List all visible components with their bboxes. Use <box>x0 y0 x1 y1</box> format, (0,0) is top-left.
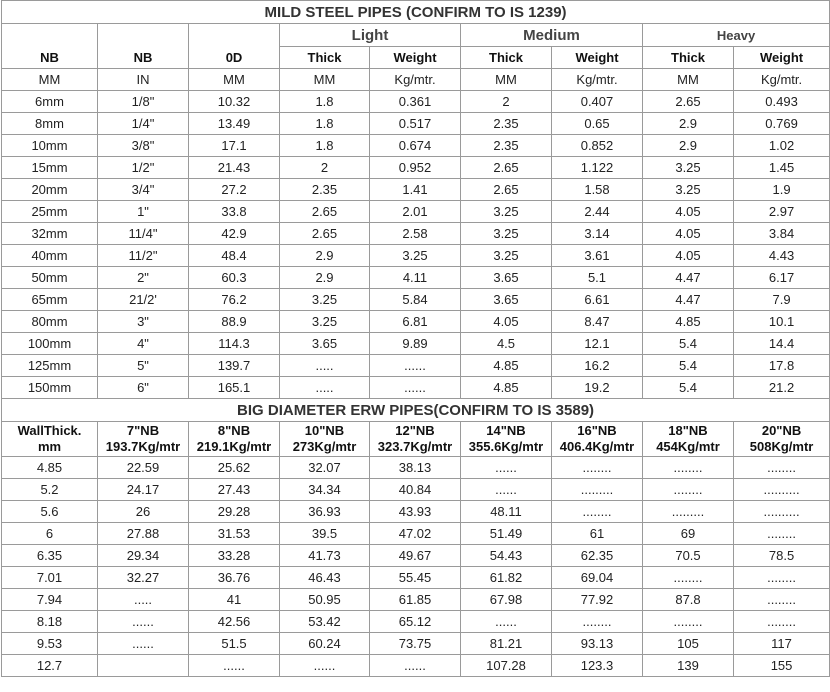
table-row <box>2 655 830 677</box>
table-cell: ...... <box>189 655 280 677</box>
table-cell: 60.3 <box>189 267 280 289</box>
table-cell: 55.45 <box>370 567 461 589</box>
table-cell: 4.47 <box>643 267 734 289</box>
table-cell: 31.53 <box>189 523 280 545</box>
table-cell: 46.43 <box>280 567 370 589</box>
table-cell: 6 <box>2 523 98 545</box>
table-cell: 0.493 <box>734 91 830 113</box>
table-cell: 7.94 <box>2 589 98 611</box>
table-cell: ..... <box>280 377 370 399</box>
table-cell: 2 <box>280 157 370 179</box>
table-cell: 49.67 <box>370 545 461 567</box>
table-cell: 32.07 <box>280 457 370 479</box>
table-cell: 123.3 <box>552 655 643 677</box>
table-cell: ......... <box>552 479 643 501</box>
big-header-cell <box>2 422 98 457</box>
table-cell: 2.65 <box>461 179 552 201</box>
table-cell: 81.21 <box>461 633 552 655</box>
table-cell: 47.02 <box>370 523 461 545</box>
table-cell: 40.84 <box>370 479 461 501</box>
table-cell: 1.58 <box>552 179 643 201</box>
table-cell: ........ <box>552 611 643 633</box>
big-header-cell <box>280 422 370 457</box>
table-cell: 2.9 <box>643 113 734 135</box>
table-cell: 8mm <box>2 113 98 135</box>
table-cell: ...... <box>370 377 461 399</box>
table-row <box>2 333 830 355</box>
table-cell: ........ <box>643 567 734 589</box>
table-cell: 4" <box>98 333 189 355</box>
table-cell: 76.2 <box>189 289 280 311</box>
table-cell: 2 <box>461 91 552 113</box>
table-cell: 65.12 <box>370 611 461 633</box>
table-cell: 32.27 <box>98 567 189 589</box>
table-cell: 1.8 <box>280 113 370 135</box>
big-header-weight: 355.6Kg/mtr <box>468 439 544 454</box>
table-cell: 2.35 <box>461 135 552 157</box>
table-cell: 5.6 <box>2 501 98 523</box>
big-header-size: WallThick. <box>17 423 82 438</box>
table-cell: 1.9 <box>734 179 830 201</box>
table-cell: 40mm <box>2 245 98 267</box>
table-cell: 14.4 <box>734 333 830 355</box>
table-row <box>2 91 830 113</box>
table-cell: 24.17 <box>98 479 189 501</box>
table-cell: 0.852 <box>552 135 643 157</box>
big-header-cell <box>552 422 643 457</box>
table-cell: 2.9 <box>643 135 734 157</box>
table-cell: 9.53 <box>2 633 98 655</box>
table-cell: 29.34 <box>98 545 189 567</box>
table-cell: 5.84 <box>370 289 461 311</box>
big-header-size: 14"NB <box>486 423 526 438</box>
table-cell: 3.61 <box>552 245 643 267</box>
table-cell: 77.92 <box>552 589 643 611</box>
table-cell <box>98 655 189 677</box>
table-cell: 60.24 <box>280 633 370 655</box>
table-cell: 6.61 <box>552 289 643 311</box>
table-cell: 36.76 <box>189 567 280 589</box>
big-header-cell <box>98 422 189 457</box>
table-cell: 26 <box>98 501 189 523</box>
table-cell: ...... <box>461 479 552 501</box>
table-cell: 22.59 <box>98 457 189 479</box>
units-row <box>2 69 830 91</box>
table-cell: ..... <box>280 355 370 377</box>
table-cell: 4.05 <box>643 245 734 267</box>
table-cell: 15mm <box>2 157 98 179</box>
table-cell: 5.2 <box>2 479 98 501</box>
table-cell: 2.01 <box>370 201 461 223</box>
big-header-size: 20"NB <box>761 423 802 438</box>
table-cell: 39.5 <box>280 523 370 545</box>
table-cell: 3.65 <box>461 267 552 289</box>
table-cell: 155 <box>734 655 830 677</box>
table-cell: ...... <box>98 633 189 655</box>
table-cell: 51.49 <box>461 523 552 545</box>
table-cell: 8.47 <box>552 311 643 333</box>
table-cell: 48.4 <box>189 245 280 267</box>
table-cell: ........ <box>734 523 830 545</box>
mild-steel-title: MILD STEEL PIPES (CONFIRM TO IS 1239) <box>2 1 830 24</box>
table-row <box>2 567 830 589</box>
table-cell: 10.32 <box>189 91 280 113</box>
table-row <box>2 611 830 633</box>
big-header-size: 18"NB <box>668 423 708 438</box>
table-cell: 3.65 <box>461 289 552 311</box>
table-cell: 78.5 <box>734 545 830 567</box>
table-cell: 3.25 <box>643 179 734 201</box>
table-row <box>2 113 830 135</box>
table-row <box>2 135 830 157</box>
big-diameter-title: BIG DIAMETER ERW PIPES(CONFIRM TO IS 3589) <box>2 399 830 422</box>
table-cell: 0.674 <box>370 135 461 157</box>
table-cell: 2.65 <box>461 157 552 179</box>
table-cell: 53.42 <box>280 611 370 633</box>
table-row <box>2 523 830 545</box>
table-cell: 6" <box>98 377 189 399</box>
header-nb-mm: NB <box>2 24 98 69</box>
table-cell: 4.85 <box>461 355 552 377</box>
table-row <box>2 311 830 333</box>
table-cell: 2.65 <box>643 91 734 113</box>
table-cell: 2.35 <box>461 113 552 135</box>
header-od: 0D <box>189 24 280 69</box>
table-cell: .......... <box>734 501 830 523</box>
table-cell: ...... <box>461 611 552 633</box>
table-cell: 3.25 <box>280 311 370 333</box>
unit-cell: MM <box>461 69 552 91</box>
table-cell: 12.7 <box>2 655 98 677</box>
table-cell: 1.8 <box>280 135 370 157</box>
table-cell: 25.62 <box>189 457 280 479</box>
table-cell: 27.43 <box>189 479 280 501</box>
pipe-spec-table <box>1 0 830 677</box>
table-cell: 17.1 <box>189 135 280 157</box>
table-cell: 1.8 <box>280 91 370 113</box>
table-cell: 62.35 <box>552 545 643 567</box>
header-heavy-weight: Weight <box>734 47 830 69</box>
table-row <box>2 377 830 399</box>
table-cell: 1" <box>98 201 189 223</box>
table-cell: ...... <box>370 355 461 377</box>
table-cell: ........ <box>643 479 734 501</box>
big-header-weight: 323.7Kg/mtr <box>377 439 453 454</box>
big-header-cell <box>370 422 461 457</box>
table-row <box>2 157 830 179</box>
big-header-cell <box>461 422 552 457</box>
big-diameter-section <box>2 399 830 677</box>
table-cell: 61.85 <box>370 589 461 611</box>
big-header-weight: 193.7Kg/mtr <box>105 439 181 454</box>
table-cell: ........ <box>734 611 830 633</box>
table-cell: ........ <box>552 457 643 479</box>
table-row <box>2 267 830 289</box>
table-cell: 1/4" <box>98 113 189 135</box>
table-cell: 33.28 <box>189 545 280 567</box>
table-cell: 4.85 <box>461 377 552 399</box>
big-header-size: 7"NB <box>126 423 160 438</box>
table-cell: ......... <box>643 501 734 523</box>
table-cell: 0.407 <box>552 91 643 113</box>
table-cell: 12.1 <box>552 333 643 355</box>
table-cell: 93.13 <box>552 633 643 655</box>
table-cell: 43.93 <box>370 501 461 523</box>
table-cell: 21.2 <box>734 377 830 399</box>
table-cell: 107.28 <box>461 655 552 677</box>
table-cell: 5" <box>98 355 189 377</box>
table-cell: 7.9 <box>734 289 830 311</box>
table-cell: 51.5 <box>189 633 280 655</box>
table-cell: 50.95 <box>280 589 370 611</box>
big-header-weight: 454Kg/mtr <box>656 439 720 454</box>
table-cell: 69 <box>643 523 734 545</box>
table-cell: 11/4" <box>98 223 189 245</box>
table-cell: 2.9 <box>280 245 370 267</box>
header-light-weight: Weight <box>370 47 461 69</box>
table-cell: ........ <box>734 567 830 589</box>
table-cell: 25mm <box>2 201 98 223</box>
unit-cell: MM <box>189 69 280 91</box>
table-cell: 20mm <box>2 179 98 201</box>
table-cell: 36.93 <box>280 501 370 523</box>
table-cell: 27.2 <box>189 179 280 201</box>
table-cell: ...... <box>280 655 370 677</box>
header-nb-in: NB <box>98 24 189 69</box>
table-row <box>2 501 830 523</box>
table-cell: 21.43 <box>189 157 280 179</box>
table-cell: 88.9 <box>189 311 280 333</box>
table-cell: 5.4 <box>643 355 734 377</box>
group-heavy: Heavy <box>643 24 830 47</box>
table-cell: 4.85 <box>2 457 98 479</box>
table-cell: 3/4" <box>98 179 189 201</box>
group-medium: Medium <box>461 24 643 47</box>
table-cell: 6.17 <box>734 267 830 289</box>
big-header-size: 12"NB <box>395 423 435 438</box>
big-header-weight: 508Kg/mtr <box>749 439 814 454</box>
table-cell: 2.44 <box>552 201 643 223</box>
table-row <box>2 355 830 377</box>
table-cell: 33.8 <box>189 201 280 223</box>
table-cell: 6mm <box>2 91 98 113</box>
table-cell: 9.89 <box>370 333 461 355</box>
unit-cell: Kg/mtr. <box>552 69 643 91</box>
big-header-cell <box>734 422 830 457</box>
table-cell: ...... <box>370 655 461 677</box>
big-header-weight: mm <box>37 439 62 454</box>
table-cell: 139 <box>643 655 734 677</box>
table-cell: ........ <box>734 589 830 611</box>
header-heavy-thick: Thick <box>643 47 734 69</box>
big-header-weight: 273Kg/mtr <box>292 439 357 454</box>
table-cell: 3" <box>98 311 189 333</box>
unit-cell: IN <box>98 69 189 91</box>
header-light-thick: Thick <box>280 47 370 69</box>
table-cell: 41 <box>189 589 280 611</box>
table-cell: 3.25 <box>461 223 552 245</box>
table-cell: 73.75 <box>370 633 461 655</box>
table-row <box>2 179 830 201</box>
table-row <box>2 479 830 501</box>
table-cell: 17.8 <box>734 355 830 377</box>
table-cell: 19.2 <box>552 377 643 399</box>
table-cell: 1/2" <box>98 157 189 179</box>
table-cell: 10.1 <box>734 311 830 333</box>
table-cell: 21/2' <box>98 289 189 311</box>
table-row <box>2 289 830 311</box>
table-cell: 1.45 <box>734 157 830 179</box>
table-cell: 54.43 <box>461 545 552 567</box>
table-cell: 5.4 <box>643 333 734 355</box>
table-cell: 2.9 <box>280 267 370 289</box>
table-row <box>2 545 830 567</box>
table-cell: 87.8 <box>643 589 734 611</box>
table-cell: 2.58 <box>370 223 461 245</box>
table-cell: 100mm <box>2 333 98 355</box>
table-cell: 6.81 <box>370 311 461 333</box>
table-cell: 32mm <box>2 223 98 245</box>
header-medium-weight: Weight <box>552 47 643 69</box>
table-cell: 42.9 <box>189 223 280 245</box>
table-cell: 4.85 <box>643 311 734 333</box>
table-cell: ........ <box>643 611 734 633</box>
table-cell: 38.13 <box>370 457 461 479</box>
big-header-row <box>2 422 830 457</box>
table-cell: 139.7 <box>189 355 280 377</box>
table-cell: 13.49 <box>189 113 280 135</box>
table-cell: 4.11 <box>370 267 461 289</box>
table-cell: 125mm <box>2 355 98 377</box>
unit-cell: MM <box>280 69 370 91</box>
unit-cell: Kg/mtr. <box>734 69 830 91</box>
table-cell: 2" <box>98 267 189 289</box>
table-row <box>2 589 830 611</box>
table-cell: 114.3 <box>189 333 280 355</box>
big-header-weight: 219.1Kg/mtr <box>196 439 272 454</box>
table-cell: 4.05 <box>643 201 734 223</box>
table-cell: 4.5 <box>461 333 552 355</box>
table-cell: ........ <box>552 501 643 523</box>
table-cell: 27.88 <box>98 523 189 545</box>
table-cell: 0.361 <box>370 91 461 113</box>
table-cell: ..... <box>98 589 189 611</box>
table-cell: 3.25 <box>643 157 734 179</box>
table-cell: 3.65 <box>280 333 370 355</box>
table-cell: 4.05 <box>643 223 734 245</box>
table-row <box>2 245 830 267</box>
table-row <box>2 201 830 223</box>
big-header-size: 8"NB <box>217 423 251 438</box>
table-cell: 0.769 <box>734 113 830 135</box>
table-cell: 8.18 <box>2 611 98 633</box>
table-cell: ...... <box>98 611 189 633</box>
unit-cell: MM <box>643 69 734 91</box>
table-cell: 48.11 <box>461 501 552 523</box>
table-cell: 42.56 <box>189 611 280 633</box>
mild-steel-section <box>2 1 830 399</box>
table-cell: 3.14 <box>552 223 643 245</box>
table-cell: 2.65 <box>280 201 370 223</box>
table-cell: 3/8" <box>98 135 189 157</box>
table-cell: 29.28 <box>189 501 280 523</box>
table-cell: 41.73 <box>280 545 370 567</box>
table-cell: 3.25 <box>280 289 370 311</box>
table-cell: 1.02 <box>734 135 830 157</box>
table-cell: 65mm <box>2 289 98 311</box>
table-row <box>2 457 830 479</box>
big-header-size: 16"NB <box>577 423 617 438</box>
table-cell: ...... <box>461 457 552 479</box>
table-cell: 1.41 <box>370 179 461 201</box>
table-cell: 1.122 <box>552 157 643 179</box>
table-cell: ........ <box>643 457 734 479</box>
group-light: Light <box>280 24 461 47</box>
table-cell: 4.05 <box>461 311 552 333</box>
table-cell: 2.35 <box>280 179 370 201</box>
table-cell: 70.5 <box>643 545 734 567</box>
big-header-cell <box>189 422 280 457</box>
table-cell: 2.65 <box>280 223 370 245</box>
table-cell: 80mm <box>2 311 98 333</box>
table-cell: 4.43 <box>734 245 830 267</box>
table-cell: 165.1 <box>189 377 280 399</box>
table-cell: 2.97 <box>734 201 830 223</box>
unit-cell: MM <box>2 69 98 91</box>
big-header-weight: 406.4Kg/mtr <box>559 439 635 454</box>
table-cell: 0.65 <box>552 113 643 135</box>
table-cell: 3.25 <box>461 245 552 267</box>
table-cell: 61 <box>552 523 643 545</box>
table-cell: 3.84 <box>734 223 830 245</box>
big-header-cell <box>643 422 734 457</box>
table-cell: 69.04 <box>552 567 643 589</box>
table-cell: 0.517 <box>370 113 461 135</box>
table-cell: 67.98 <box>461 589 552 611</box>
table-cell: 1/8" <box>98 91 189 113</box>
table-row <box>2 223 830 245</box>
table-cell: 4.47 <box>643 289 734 311</box>
table-cell: 34.34 <box>280 479 370 501</box>
table-cell: 7.01 <box>2 567 98 589</box>
table-cell: 10mm <box>2 135 98 157</box>
table-cell: ........ <box>734 457 830 479</box>
table-cell: 50mm <box>2 267 98 289</box>
table-cell: 5.1 <box>552 267 643 289</box>
table-row <box>2 633 830 655</box>
table-cell: 11/2" <box>98 245 189 267</box>
table-cell: 3.25 <box>370 245 461 267</box>
table-cell: 61.82 <box>461 567 552 589</box>
header-medium-thick: Thick <box>461 47 552 69</box>
big-header-size: 10"NB <box>304 423 345 438</box>
table-cell: 16.2 <box>552 355 643 377</box>
unit-cell: Kg/mtr. <box>370 69 461 91</box>
table-cell: 117 <box>734 633 830 655</box>
table-cell: 0.952 <box>370 157 461 179</box>
table-cell: 105 <box>643 633 734 655</box>
table-cell: 3.25 <box>461 201 552 223</box>
table-cell: .......... <box>734 479 830 501</box>
table-cell: 6.35 <box>2 545 98 567</box>
table-cell: 5.4 <box>643 377 734 399</box>
table-cell: 150mm <box>2 377 98 399</box>
